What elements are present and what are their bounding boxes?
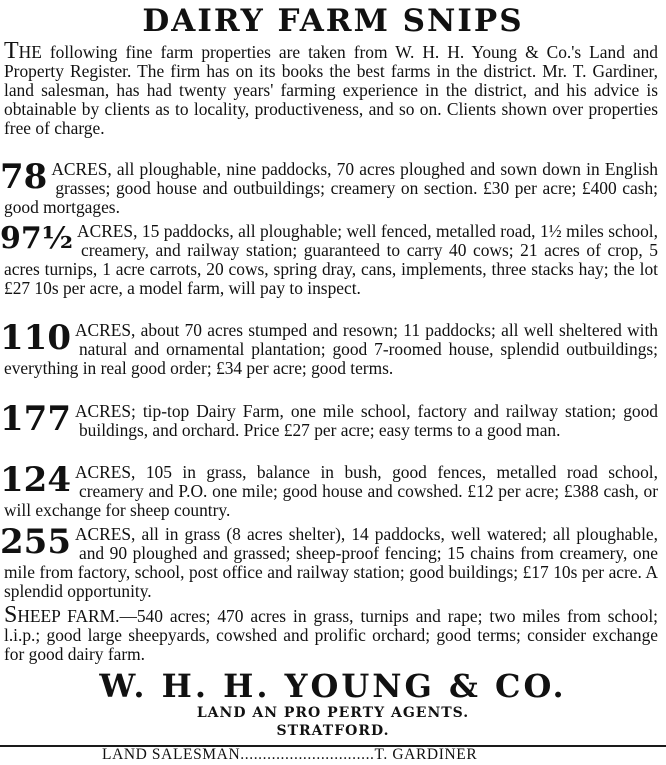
intro-initial: T: [4, 38, 19, 64]
listing-text: ACRES, 15 paddocks, all ploughable; well fenced, metalled road, 1½ miles school, creamery, and railway station; guaranteed to carry 40 cows; 21 acres of crop, 5 acres turnips, 1 acre carrots, 20 cows, spring dray, cans, implements, three stacks hay; the lot £27 10s per acre, a model farm, will pay to inspect.: [4, 221, 658, 298]
acreage-number: 97½: [0, 221, 74, 256]
listing-item: [0, 221, 658, 298]
acreage-number: 124: [0, 460, 71, 500]
intro-text: HE following fine farm properties are taken from W. H. H. Young & Co.'s Land and Property Register. The firm has on its books the best farms in the district. Mr. T. Gardiner, land salesman, has had twenty years' farming experience in the district, and his advice is obtainable by clients as to locality, productiveness, and so on. Clients shown over properties free of charge.: [4, 42, 658, 138]
firm-location: STRATFORD.: [276, 723, 390, 739]
listing-item: [0, 399, 658, 440]
sheep-farm-text: HEEP FARM.—540 acres; 470 acres in grass, turnips and rape; two miles from school; l.i.p.; good large sheepyards, cowshed and prolific orchard; good terms; consider exchange for good dairy farm.: [4, 606, 658, 664]
listing-item: [0, 460, 658, 520]
firm-tagline: LAND AN PRO PERTY AGENTS.: [196, 705, 470, 721]
acreage-number: 177: [0, 399, 71, 439]
listing-text: ACRES; tip-top Dairy Farm, one mile school, factory and railway station; good buildings, and orchard. Price £27 per acre; easy terms to a good man.: [74, 401, 658, 440]
sheep-farm-paragraph: [4, 602, 658, 664]
listing-text: ACRES, all in grass (8 acres shelter), 14 paddocks, well watered; all ploughable, and 90 ploughed and grassed; sheep-proof fencing; 15 chains from creamery, one mile from factory, school, post office and railway station; good buildings; £17 10s per acre. A splendid opportunity.: [4, 524, 658, 601]
sheep-initial: S: [4, 602, 18, 628]
listing-text: ACRES, about 70 acres stumped and resown; 11 paddocks; all well sheltered with natural and ornamental plantation; good 7-roomed house, splendid outbuildings; everything in real good order; £34 per acre; good terms.: [4, 320, 658, 378]
signoff: [102, 746, 602, 764]
listing-item: [0, 318, 658, 378]
acreage-number: 255: [0, 522, 71, 562]
headline: DAIRY FARM SNIPS: [142, 3, 524, 39]
signoff-name: T. GARDINER: [374, 746, 478, 763]
intro-paragraph: [4, 38, 658, 138]
listing-text: ACRES, 105 in grass, balance in bush, good fences, metalled road school, creamery and P.O. one mile; good house and cowshed. £12 per acre; £388 cash, or will exchange for sheep country.: [4, 462, 658, 520]
firm-name: W. H. H. YOUNG & CO.: [99, 667, 567, 705]
listing-item: [0, 157, 658, 217]
signoff-role: LAND SALESMAN: [102, 746, 241, 763]
listing-text: ACRES, all ploughable, nine paddocks, 70 acres ploughed and sown down in English grasses; good house and outbuildings; creamery on section. £30 per acre; £400 cash; good mortgages.: [4, 159, 658, 217]
signoff-leader: ..............................: [240, 746, 375, 763]
acreage-number: 110: [0, 318, 71, 358]
acreage-number: 78: [0, 157, 48, 197]
listing-item: [0, 522, 658, 601]
